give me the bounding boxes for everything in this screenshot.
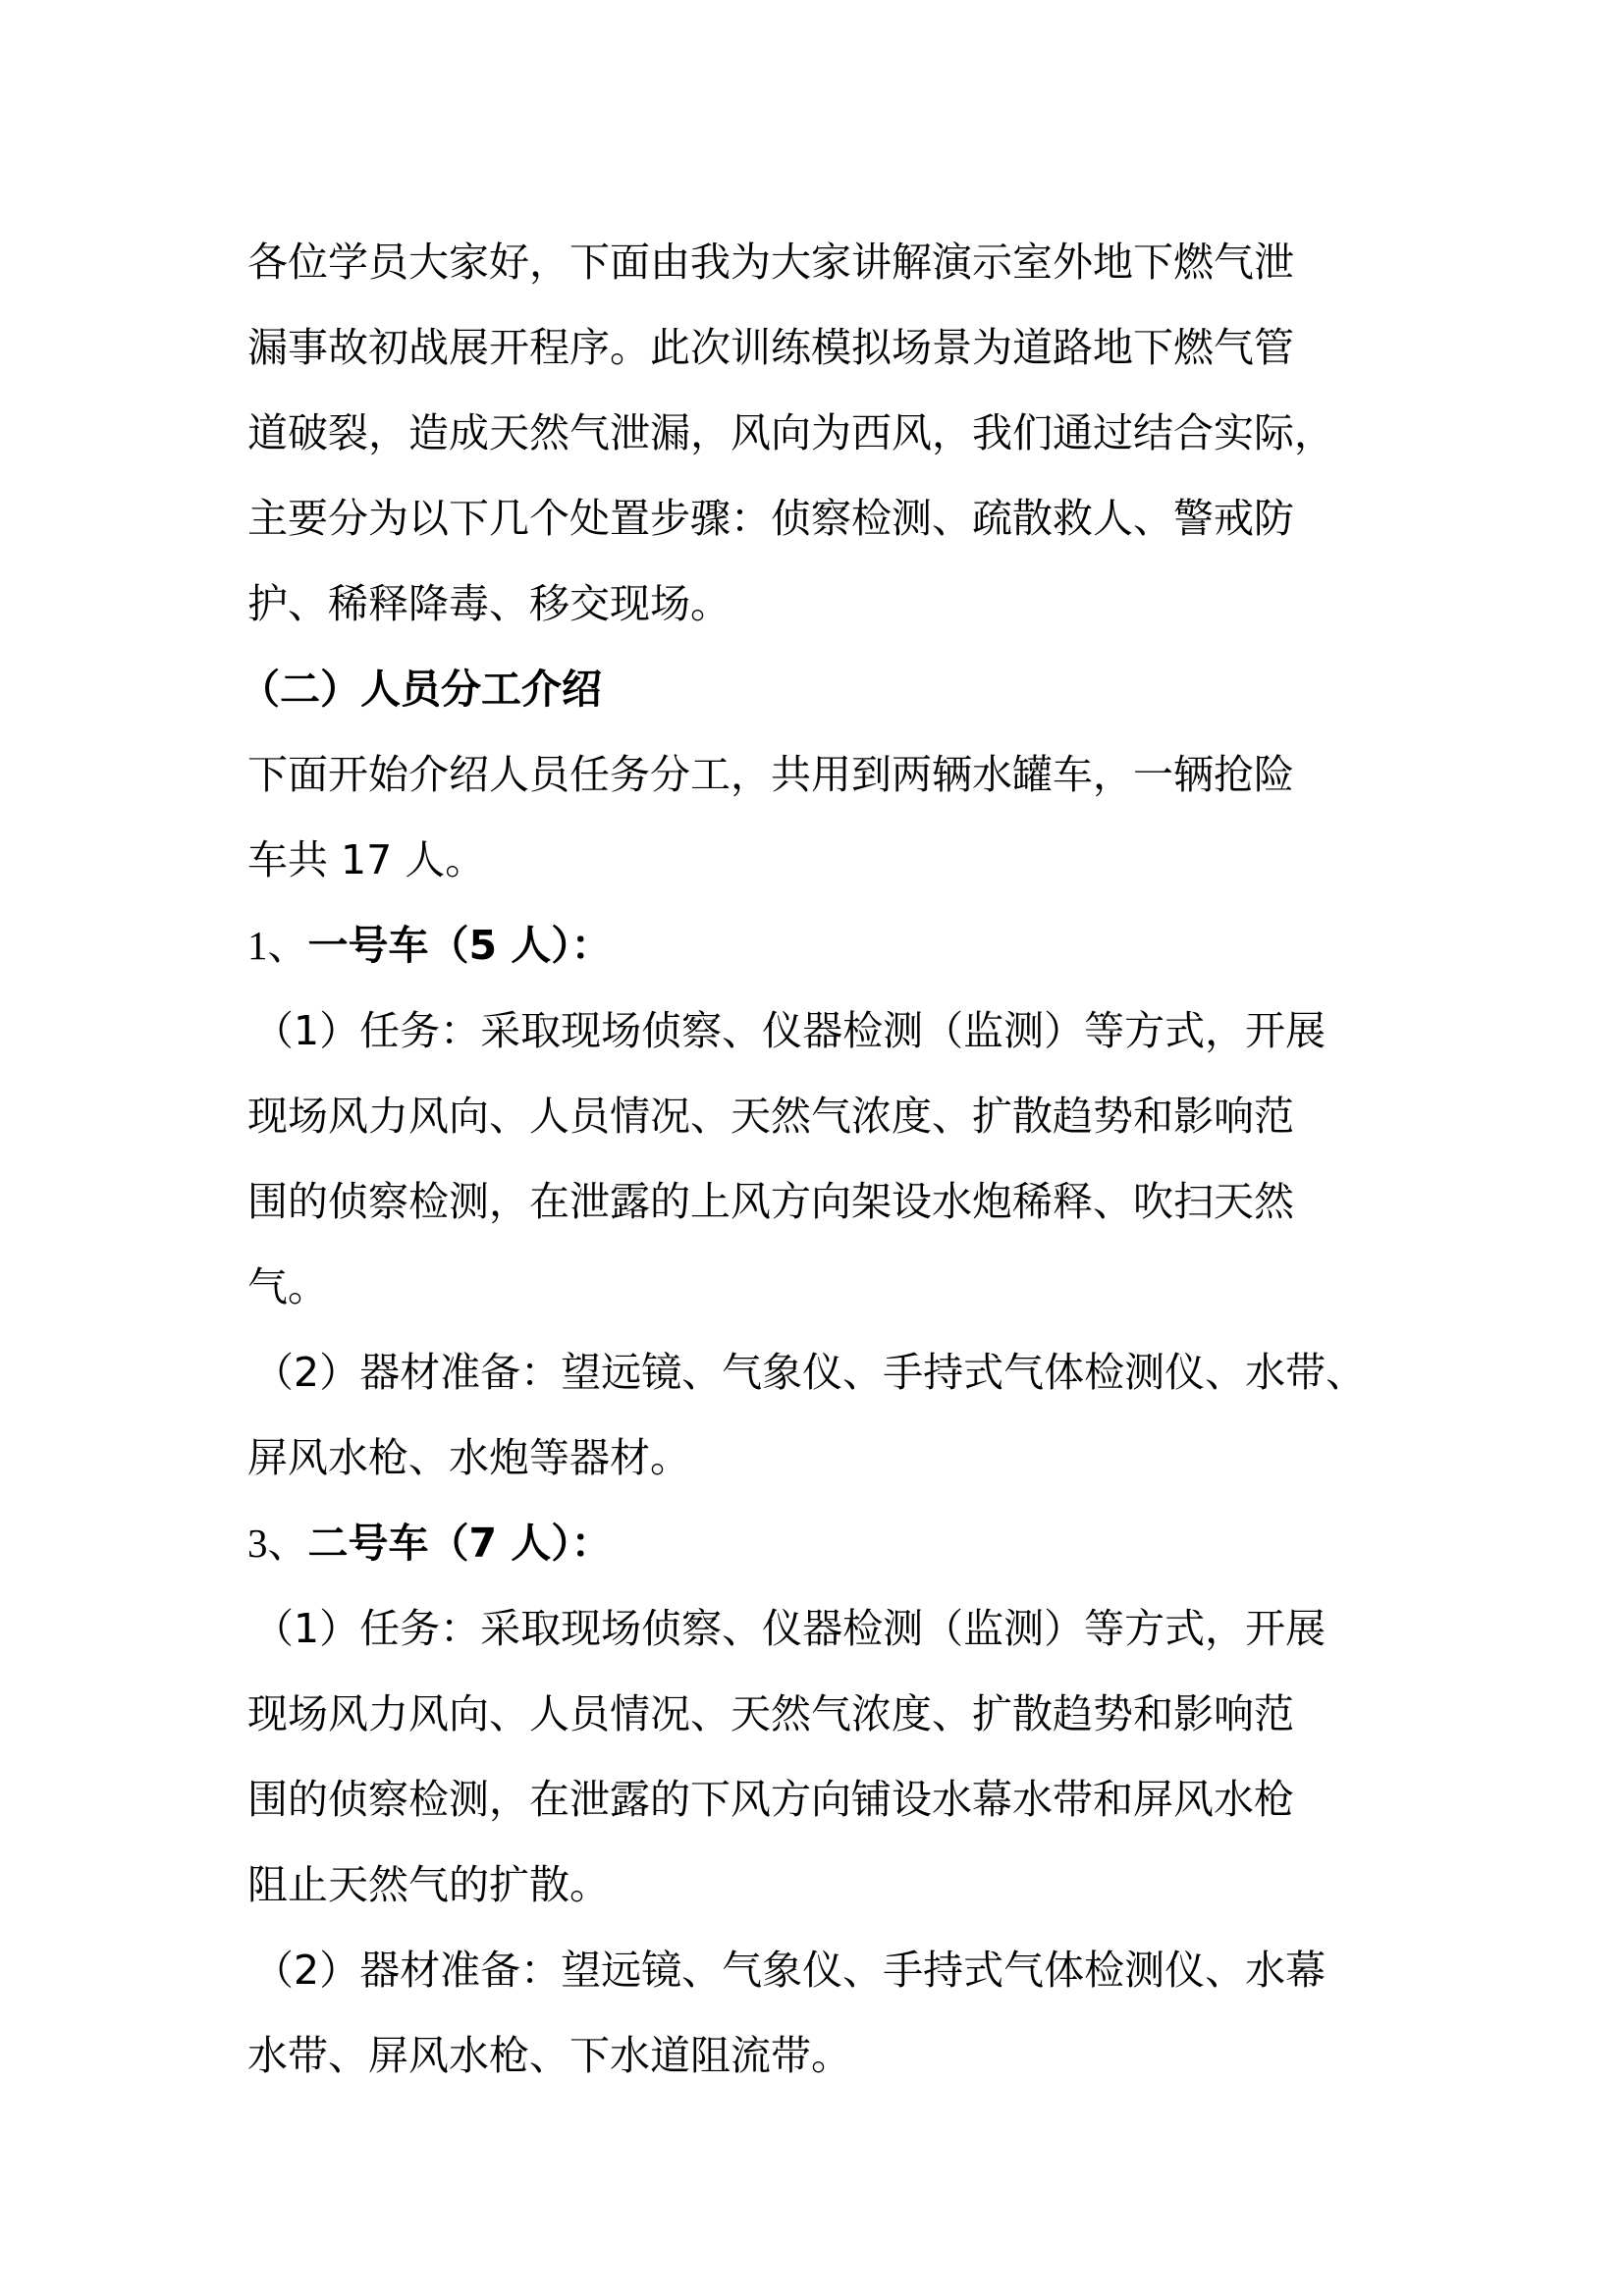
- document-page: [240, 220, 1406, 2099]
- staffing-paragraph: [247, 732, 1406, 903]
- text-line: （2）器材准备：望远镜、气象仪、手持式气体检测仪、水幕: [253, 1947, 1326, 1994]
- text-line: （1）任务：采取现场侦察、仪器检测（监测）等方式，开展: [253, 1605, 1326, 1652]
- car2-task: [247, 1586, 1406, 1928]
- text-line: 现场风力风向、人员情况、天然气浓度、扩散趋势和影响范: [247, 1093, 1294, 1140]
- section-heading: （二）人员分工介绍: [240, 666, 602, 713]
- text-line: 车共 17 人。: [247, 836, 486, 883]
- car1-number: 1、: [247, 923, 308, 968]
- text-line: 围的侦察检测，在泄露的下风方向铺设水幕水带和屏风水枪: [247, 1776, 1294, 1823]
- text-line: 护、稀释降毒、移交现场。: [247, 580, 731, 627]
- car2-equipment: [247, 1928, 1406, 2099]
- car2-number: 3、: [247, 1521, 308, 1566]
- car2-title: 二号车（7 人）：: [307, 1520, 612, 1567]
- text-line: 各位学员大家好，下面由我为大家讲解演示室外地下燃气泄: [247, 239, 1294, 286]
- car2-heading: [247, 1501, 1406, 1586]
- text-line: 围的侦察检测，在泄露的上风方向架设水炮稀释、吹扫天然: [247, 1178, 1294, 1225]
- text-line: 现场风力风向、人员情况、天然气浓度、扩散趋势和影响范: [247, 1690, 1294, 1737]
- intro-paragraph: [247, 220, 1406, 647]
- text-line: 屏风水枪、水炮等器材。: [247, 1434, 690, 1481]
- text-line: 主要分为以下几个处置步骤：侦察检测、疏散救人、警戒防: [247, 495, 1294, 542]
- text-line: 水带、屏风水枪、下水道阻流带。: [247, 2032, 851, 2079]
- text-line: 道破裂，造成天然气泄漏，风向为西风，我们通过结合实际，: [247, 409, 1334, 456]
- text-line: 漏事故初战展开程序。此次训练模拟场景为道路地下燃气管: [247, 324, 1294, 371]
- car1-equipment: [247, 1330, 1406, 1501]
- text-line: （2）器材准备：望远镜、气象仪、手持式气体检测仪、水带、: [253, 1349, 1367, 1396]
- car1-title: 一号车（5 人）：: [307, 922, 612, 969]
- text-line: （1）任务：采取现场侦察、仪器检测（监测）等方式，开展: [253, 1007, 1326, 1054]
- text-line: 下面开始介绍人员任务分工，共用到两辆水罐车，一辆抢险: [247, 751, 1294, 798]
- text-line: 气。: [247, 1263, 328, 1310]
- car1-heading: [247, 903, 1406, 988]
- text-line: 阻止天然气的扩散。: [247, 1861, 610, 1908]
- car1-task: [247, 988, 1406, 1330]
